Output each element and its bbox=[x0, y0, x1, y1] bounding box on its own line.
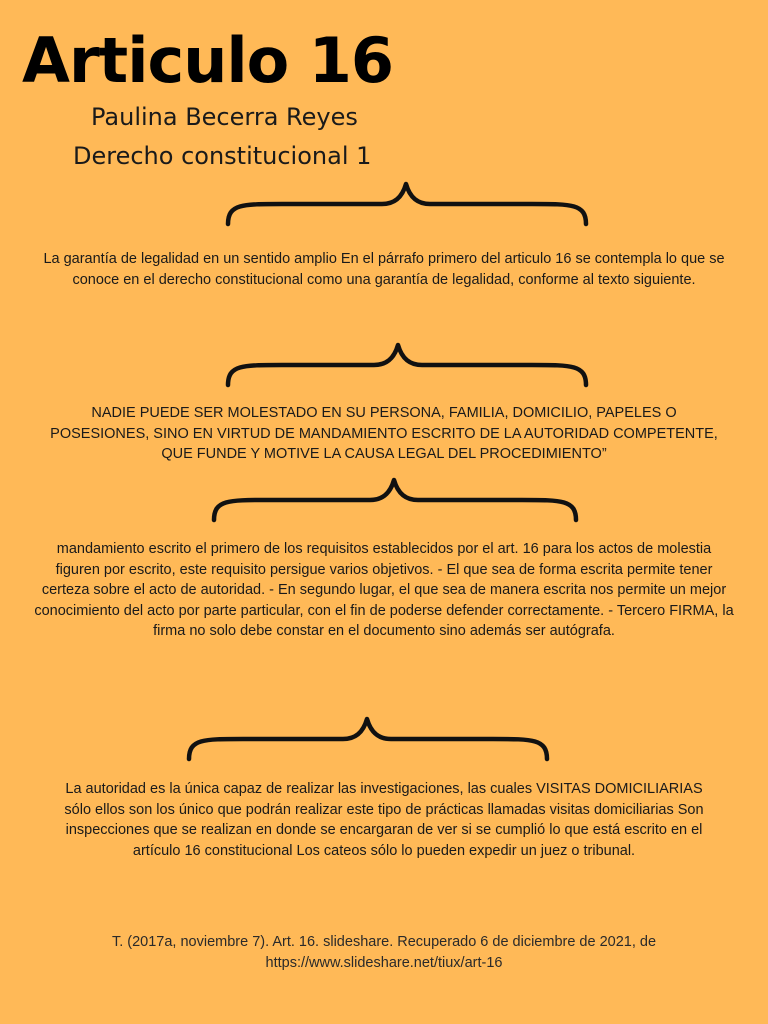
section-paragraph: La autoridad es la única capaz de realizar las investigaciones, las cuales VISITAS DOMICILIARIAS sólo ellos son los único que podrán realizar este tipo de prácticas llamadas visitas domiciliarias Son inspecciones que se realizan en donde se encargaran de ver si se cumplió lo que está escrito en el artículo 16 constitucional Los cateos sólo lo pueden expedir un juez o tribunal. bbox=[64, 781, 704, 859]
section-paragraph: La garantía de legalidad en un sentido amplio En el párrafo primero del articulo 16 se contempla lo que se conoce en el derecho constitucional como una garantía de legalidad, conforme al texto siguiente. bbox=[43, 251, 725, 288]
reference-citation: T. (2017a, noviembre 7). Art. 16. slideshare. Recuperado 6 de diciembre de 2021, de https://www.slideshare.net/tiux/art-16 bbox=[111, 934, 657, 971]
section-paragraph: NADIE PUEDE SER MOLESTADO EN SU PERSONA, FAMILIA, DOMICILIO, PAPELES O POSESIONES, SINO EN VIRTUD DE MANDAMIENTO ESCRITO DE LA AUTORIDAD COMPETENTE, QUE FUNDE Y MOTIVE LA CAUSA LEGAL DEL PROCEDIMIENTO” bbox=[50, 405, 718, 462]
course-name: Derecho constitucional 1 bbox=[73, 142, 372, 170]
curly-brace-icon bbox=[183, 715, 553, 765]
author-name: Paulina Becerra Reyes bbox=[91, 103, 358, 131]
curly-brace-icon bbox=[222, 180, 592, 230]
curly-brace-icon bbox=[222, 341, 592, 391]
curly-brace-icon bbox=[208, 476, 582, 526]
section-paragraph: mandamiento escrito el primero de los requisitos establecidos por el art. 16 para los actos de molestia figuren por escrito, este requisito persigue varios objetivos. - El que sea de forma escrita permite tener certeza sobre el acto de autoridad. - En segundo lugar, el que sea de manera escrita nos permite un mejor conocimiento del acto por parte particular, con el fin de poderse defender correctamente. - Tercero FIRMA, la firma no solo debe constar en el documento sino además ser autógrafa. bbox=[34, 541, 734, 639]
page-title: Articulo 16 bbox=[22, 24, 394, 97]
